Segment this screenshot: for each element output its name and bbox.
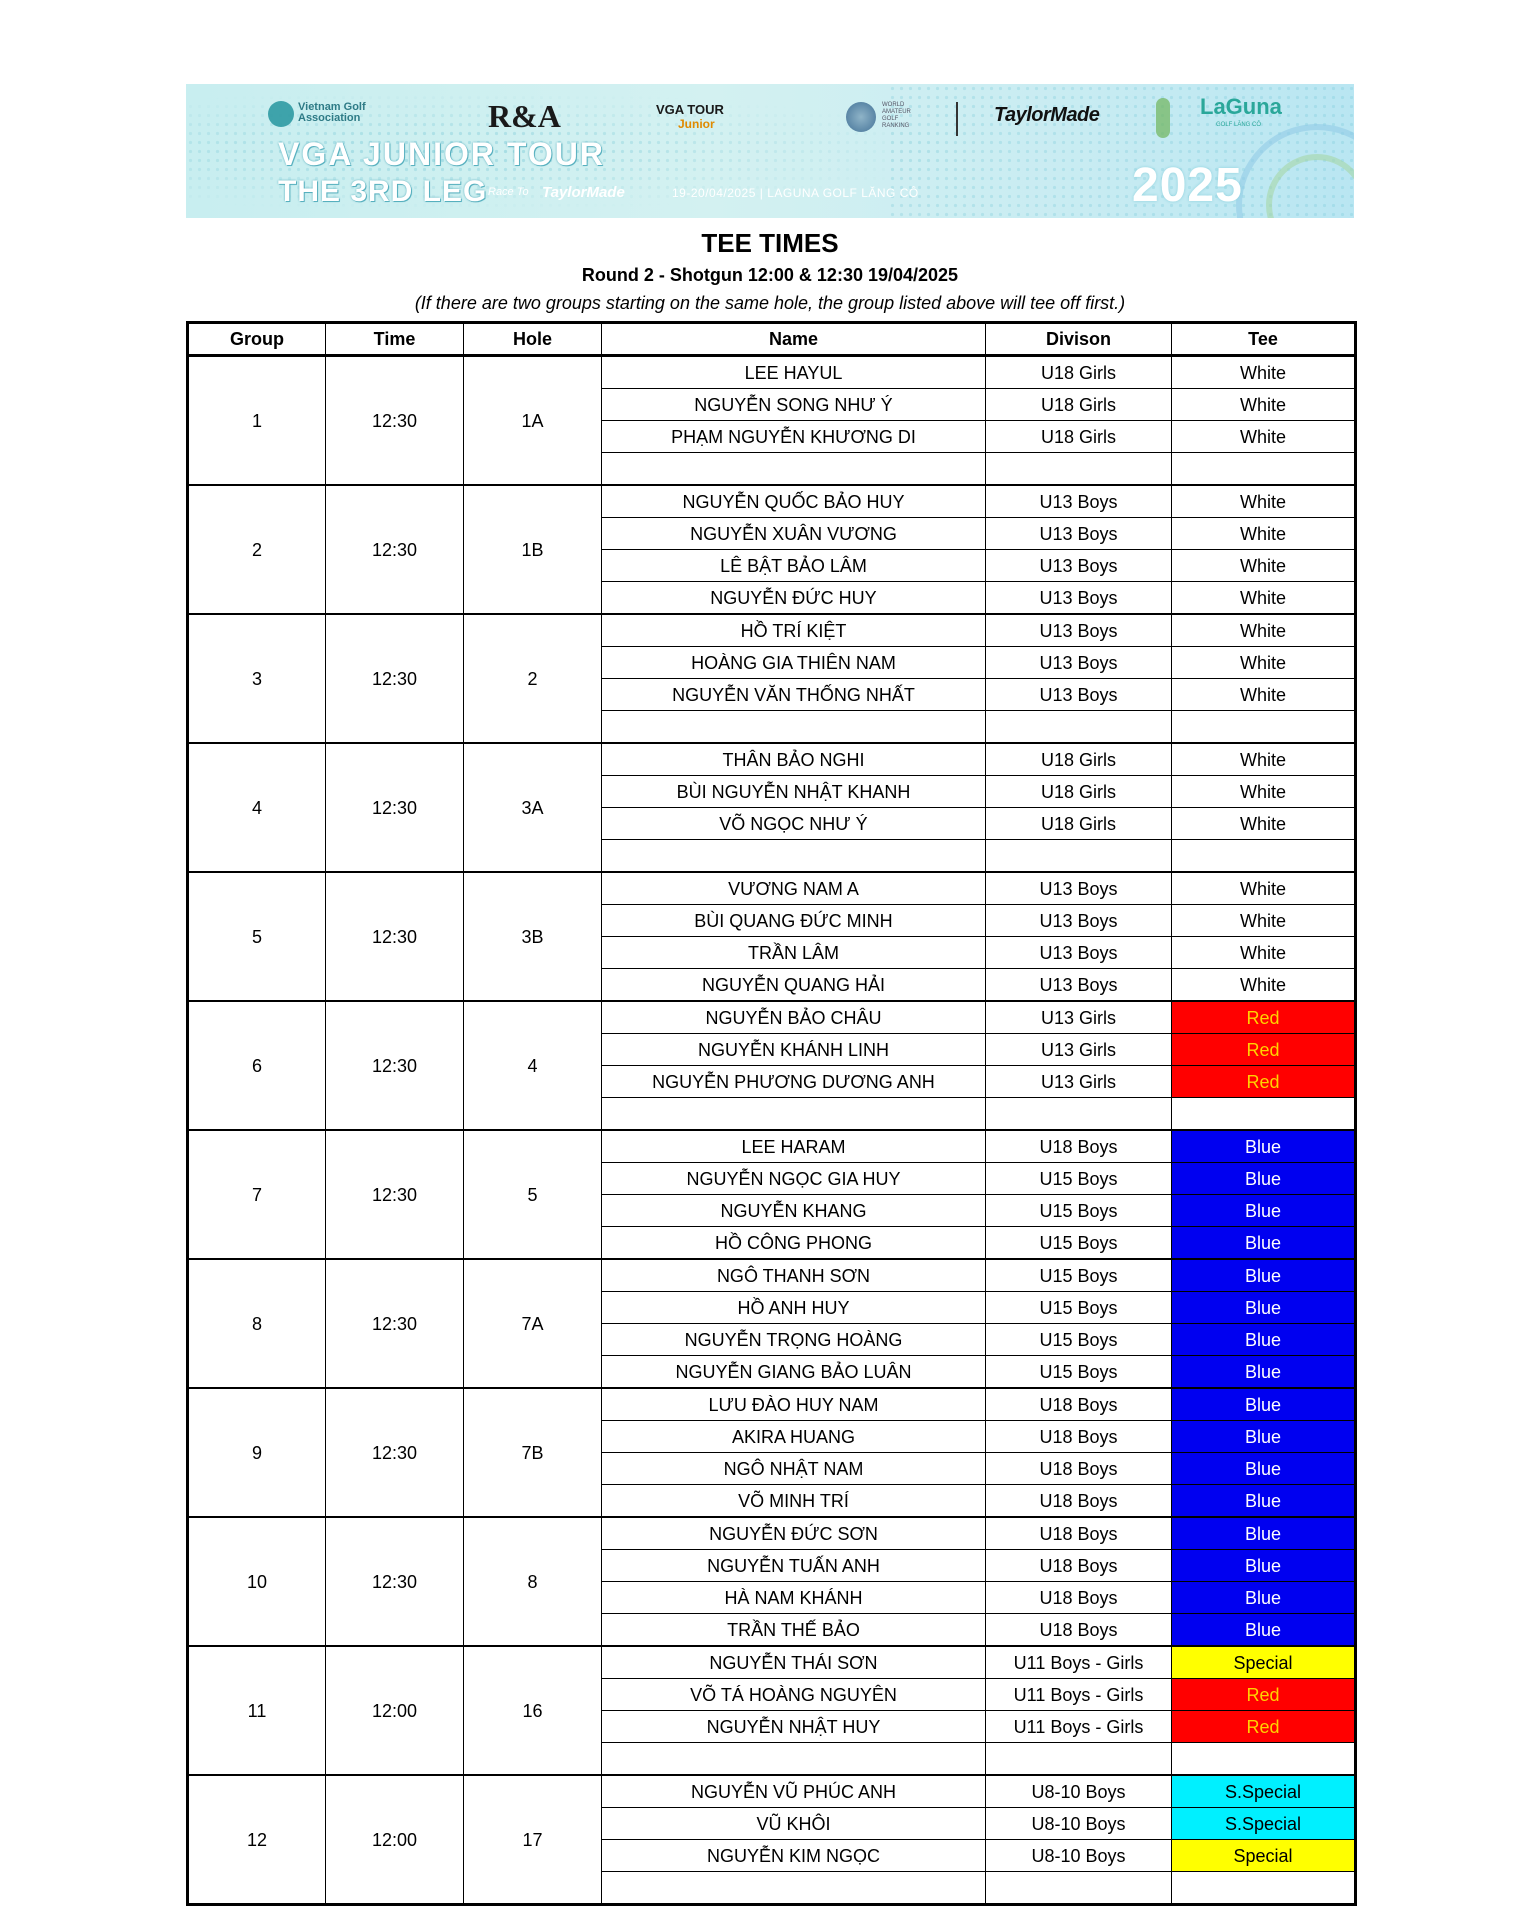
- player-name-cell: NGÔ THANH SƠN: [602, 1259, 986, 1292]
- column-header-time: Time: [326, 323, 464, 356]
- tee-color-cell: White: [1172, 550, 1356, 582]
- table-row: [188, 872, 1356, 905]
- tee-time-cell: 12:30: [326, 1259, 464, 1388]
- tee-color-cell: Blue: [1172, 1453, 1356, 1485]
- tee-color-cell: White: [1172, 421, 1356, 453]
- tee-time-cell: 12:30: [326, 356, 464, 486]
- tee-time-cell: 12:30: [326, 743, 464, 872]
- table-row: [188, 485, 1356, 518]
- group-number-cell: 3: [188, 614, 326, 743]
- tee-time-cell: 12:30: [326, 614, 464, 743]
- player-name-cell: NGUYỄN PHƯƠNG DƯƠNG ANH: [602, 1066, 986, 1098]
- division-cell: [986, 453, 1172, 486]
- vga-logo-icon: [268, 101, 294, 127]
- tee-color-cell: Blue: [1172, 1324, 1356, 1356]
- laguna-leaf-icon: [1156, 98, 1170, 138]
- player-name-cell: PHẠM NGUYỄN KHƯƠNG DI: [602, 421, 986, 453]
- division-cell: U11 Boys - Girls: [986, 1646, 1172, 1679]
- vga-tour-logo: VGA TOUR: [656, 102, 724, 117]
- player-name-cell: VŨ KHÔI: [602, 1808, 986, 1840]
- race-to-brand: TaylorMade: [542, 184, 625, 201]
- tee-color-cell: Blue: [1172, 1517, 1356, 1550]
- group-number-cell: 10: [188, 1517, 326, 1646]
- group-number-cell: 11: [188, 1646, 326, 1775]
- tee-color-cell: White: [1172, 776, 1356, 808]
- tee-color-cell: White: [1172, 679, 1356, 711]
- player-name-cell: VÕ NGỌC NHƯ Ý: [602, 808, 986, 840]
- group-number-cell: 12: [188, 1775, 326, 1905]
- tee-color-cell: White: [1172, 614, 1356, 647]
- player-name-cell: NGUYỄN KIM NGỌC: [602, 1840, 986, 1872]
- division-cell: U11 Boys - Girls: [986, 1711, 1172, 1743]
- vga-tour-junior-label: Junior: [678, 117, 715, 131]
- player-name-cell: NGUYỄN XUÂN VƯƠNG: [602, 518, 986, 550]
- division-cell: U13 Boys: [986, 872, 1172, 905]
- division-cell: U13 Girls: [986, 1001, 1172, 1034]
- division-cell: U18 Girls: [986, 808, 1172, 840]
- tee-color-cell: White: [1172, 872, 1356, 905]
- wagr-logo: WORLD AMATEUR GOLF RANKING: [882, 102, 911, 129]
- tee-color-cell: Blue: [1172, 1259, 1356, 1292]
- player-name-cell: NGUYỄN VĂN THỐNG NHẤT: [602, 679, 986, 711]
- table-body: [188, 356, 1356, 1905]
- division-cell: U18 Boys: [986, 1614, 1172, 1647]
- tee-time-cell: 12:30: [326, 1130, 464, 1259]
- group-number-cell: 4: [188, 743, 326, 872]
- player-name-cell: BÙI QUANG ĐỨC MINH: [602, 905, 986, 937]
- tee-color-cell: Blue: [1172, 1388, 1356, 1421]
- hole-cell: 5: [464, 1130, 602, 1259]
- division-cell: U8-10 Boys: [986, 1840, 1172, 1872]
- hole-cell: 1B: [464, 485, 602, 614]
- player-name-cell: LÊ BẬT BẢO LÂM: [602, 550, 986, 582]
- tee-color-cell: [1172, 1743, 1356, 1776]
- division-cell: U15 Boys: [986, 1195, 1172, 1227]
- division-cell: [986, 1743, 1172, 1776]
- taylormade-logo: TaylorMade: [994, 104, 1100, 126]
- hole-cell: 7A: [464, 1259, 602, 1388]
- event-dates: 19-20/04/2025 | LAGUNA GOLF LĂNG CÔ: [672, 186, 919, 200]
- division-cell: U18 Girls: [986, 389, 1172, 421]
- tee-color-cell: Blue: [1172, 1130, 1356, 1163]
- division-cell: U15 Boys: [986, 1227, 1172, 1260]
- tee-color-cell: Special: [1172, 1646, 1356, 1679]
- column-header-group: Group: [188, 323, 326, 356]
- column-header-tee: Tee: [1172, 323, 1356, 356]
- player-name-cell: NGUYỄN QUỐC BẢO HUY: [602, 485, 986, 518]
- round-subtitle: Round 2 - Shotgun 12:00 & 12:30 19/04/2025: [581, 265, 959, 285]
- tee-color-cell: Blue: [1172, 1195, 1356, 1227]
- division-cell: U15 Boys: [986, 1259, 1172, 1292]
- division-cell: U18 Girls: [986, 421, 1172, 453]
- player-name-cell: VÕ MINH TRÍ: [602, 1485, 986, 1518]
- division-cell: U18 Girls: [986, 356, 1172, 389]
- tee-color-cell: Blue: [1172, 1227, 1356, 1260]
- player-name-cell: NGUYỄN GIANG BẢO LUÂN: [602, 1356, 986, 1389]
- tee-color-cell: White: [1172, 485, 1356, 518]
- tee-color-cell: Blue: [1172, 1292, 1356, 1324]
- player-name-cell: NGUYỄN THÁI SƠN: [602, 1646, 986, 1679]
- group-number-cell: 7: [188, 1130, 326, 1259]
- player-name-cell: HÀ NAM KHÁNH: [602, 1582, 986, 1614]
- division-cell: U13 Boys: [986, 614, 1172, 647]
- column-header-name: Name: [602, 323, 986, 356]
- player-name-cell: NGUYỄN TUẤN ANH: [602, 1550, 986, 1582]
- table-row: [188, 1130, 1356, 1163]
- division-cell: U15 Boys: [986, 1324, 1172, 1356]
- page-title: TEE TIMES: [701, 228, 839, 258]
- group-number-cell: 6: [188, 1001, 326, 1130]
- column-header-division: Divison: [986, 323, 1172, 356]
- hole-cell: 17: [464, 1775, 602, 1905]
- tee-color-cell: White: [1172, 518, 1356, 550]
- tee-color-cell: Blue: [1172, 1421, 1356, 1453]
- player-name-cell: [602, 1098, 986, 1131]
- tee-color-cell: Red: [1172, 1679, 1356, 1711]
- tee-time-cell: 12:30: [326, 1001, 464, 1130]
- player-name-cell: TRẦN LÂM: [602, 937, 986, 969]
- tee-color-cell: White: [1172, 389, 1356, 421]
- hole-cell: 8: [464, 1517, 602, 1646]
- tee-color-cell: Red: [1172, 1001, 1356, 1034]
- tee-time-cell: 12:30: [326, 1388, 464, 1517]
- tee-time-cell: 12:30: [326, 485, 464, 614]
- ra-logo: R&A: [488, 98, 561, 134]
- tee-color-cell: [1172, 453, 1356, 486]
- division-cell: U18 Boys: [986, 1421, 1172, 1453]
- division-cell: U18 Boys: [986, 1130, 1172, 1163]
- player-name-cell: AKIRA HUANG: [602, 1421, 986, 1453]
- tee-time-cell: 12:30: [326, 1517, 464, 1646]
- tee-color-cell: Red: [1172, 1711, 1356, 1743]
- division-cell: U8-10 Boys: [986, 1808, 1172, 1840]
- table-row: [188, 1388, 1356, 1421]
- table-row: [188, 1646, 1356, 1679]
- player-name-cell: LEE HAYUL: [602, 356, 986, 389]
- division-cell: U13 Boys: [986, 679, 1172, 711]
- laguna-logo: LaGuna: [1200, 94, 1282, 119]
- tee-color-cell: White: [1172, 743, 1356, 776]
- tee-color-cell: Red: [1172, 1066, 1356, 1098]
- tee-color-cell: Blue: [1172, 1356, 1356, 1389]
- player-name-cell: NGUYỄN NHẬT HUY: [602, 1711, 986, 1743]
- player-name-cell: NGUYỄN NGỌC GIA HUY: [602, 1163, 986, 1195]
- player-name-cell: [602, 1872, 986, 1905]
- tee-color-cell: [1172, 840, 1356, 873]
- banner-title: VGA JUNIOR TOUR: [278, 136, 605, 172]
- tee-color-cell: Red: [1172, 1034, 1356, 1066]
- division-cell: U13 Boys: [986, 518, 1172, 550]
- player-name-cell: [602, 840, 986, 873]
- tee-times-table: [186, 321, 1357, 1906]
- division-cell: U18 Boys: [986, 1485, 1172, 1518]
- banner-leg: THE 3RD LEG: [278, 175, 488, 208]
- division-cell: U18 Girls: [986, 776, 1172, 808]
- player-name-cell: LƯU ĐÀO HUY NAM: [602, 1388, 986, 1421]
- division-cell: U18 Boys: [986, 1582, 1172, 1614]
- player-name-cell: THÂN BẢO NGHI: [602, 743, 986, 776]
- tee-time-cell: 12:00: [326, 1775, 464, 1905]
- player-name-cell: HOÀNG GIA THIÊN NAM: [602, 647, 986, 679]
- hole-cell: 7B: [464, 1388, 602, 1517]
- division-cell: [986, 1098, 1172, 1131]
- player-name-cell: [602, 453, 986, 486]
- hole-cell: 3A: [464, 743, 602, 872]
- banner-year: 2025: [1132, 159, 1243, 212]
- division-cell: U13 Boys: [986, 485, 1172, 518]
- player-name-cell: NGUYỄN VŨ PHÚC ANH: [602, 1775, 986, 1808]
- table-row: [188, 1775, 1356, 1808]
- hole-cell: 3B: [464, 872, 602, 1001]
- division-cell: U18 Boys: [986, 1517, 1172, 1550]
- division-cell: U18 Girls: [986, 743, 1172, 776]
- division-cell: U13 Boys: [986, 647, 1172, 679]
- table-header-row: [188, 323, 1356, 356]
- tee-color-cell: White: [1172, 905, 1356, 937]
- banner-divider: [956, 102, 958, 136]
- tee-color-cell: [1172, 711, 1356, 744]
- division-cell: U18 Boys: [986, 1453, 1172, 1485]
- player-name-cell: NGUYỄN ĐỨC SƠN: [602, 1517, 986, 1550]
- tee-color-cell: [1172, 1098, 1356, 1131]
- tee-color-cell: Blue: [1172, 1582, 1356, 1614]
- vga-logo: Vietnam Golf Association: [298, 101, 366, 124]
- player-name-cell: NGUYỄN TRỌNG HOÀNG: [602, 1324, 986, 1356]
- player-name-cell: NGUYỄN SONG NHƯ Ý: [602, 389, 986, 421]
- division-cell: [986, 1872, 1172, 1905]
- group-number-cell: 9: [188, 1388, 326, 1517]
- laguna-logo-sub: GOLF LĂNG CÔ: [1216, 122, 1262, 128]
- division-cell: U13 Boys: [986, 937, 1172, 969]
- tee-color-cell: White: [1172, 647, 1356, 679]
- tee-color-cell: White: [1172, 808, 1356, 840]
- division-cell: U18 Boys: [986, 1550, 1172, 1582]
- tee-color-cell: [1172, 1872, 1356, 1905]
- division-cell: U13 Boys: [986, 550, 1172, 582]
- division-cell: U15 Boys: [986, 1292, 1172, 1324]
- group-number-cell: 1: [188, 356, 326, 486]
- group-number-cell: 5: [188, 872, 326, 1001]
- division-cell: U15 Boys: [986, 1163, 1172, 1195]
- player-name-cell: NGUYỄN BẢO CHÂU: [602, 1001, 986, 1034]
- division-cell: U13 Boys: [986, 969, 1172, 1002]
- race-to-label: Race To: [488, 186, 529, 198]
- division-cell: U15 Boys: [986, 1356, 1172, 1389]
- division-cell: U18 Boys: [986, 1388, 1172, 1421]
- hole-cell: 4: [464, 1001, 602, 1130]
- tee-color-cell: White: [1172, 582, 1356, 615]
- player-name-cell: TRẦN THẾ BẢO: [602, 1614, 986, 1647]
- tee-color-cell: White: [1172, 969, 1356, 1002]
- event-banner: [186, 84, 1354, 218]
- division-cell: U13 Girls: [986, 1066, 1172, 1098]
- player-name-cell: HỒ ANH HUY: [602, 1292, 986, 1324]
- tee-color-cell: S.Special: [1172, 1808, 1356, 1840]
- player-name-cell: LEE HARAM: [602, 1130, 986, 1163]
- player-name-cell: HỒ TRÍ KIỆT: [602, 614, 986, 647]
- table-row: [188, 1517, 1356, 1550]
- table-row: [188, 1259, 1356, 1292]
- tee-color-cell: Blue: [1172, 1550, 1356, 1582]
- group-number-cell: 2: [188, 485, 326, 614]
- division-cell: U13 Girls: [986, 1034, 1172, 1066]
- tee-order-note: (If there are two groups starting on the same hole, the group listed above will tee off first.): [414, 293, 1126, 313]
- tee-color-cell: White: [1172, 356, 1356, 389]
- division-cell: U13 Boys: [986, 905, 1172, 937]
- division-cell: U13 Boys: [986, 582, 1172, 615]
- hole-cell: 16: [464, 1646, 602, 1775]
- hole-cell: 2: [464, 614, 602, 743]
- group-number-cell: 8: [188, 1259, 326, 1388]
- wagr-logo-icon: [846, 102, 876, 132]
- table-row: [188, 614, 1356, 647]
- player-name-cell: VÕ TÁ HOÀNG NGUYÊN: [602, 1679, 986, 1711]
- tee-color-cell: Blue: [1172, 1163, 1356, 1195]
- column-header-hole: Hole: [464, 323, 602, 356]
- table-row: [188, 356, 1356, 389]
- tee-color-cell: White: [1172, 937, 1356, 969]
- player-name-cell: NGUYỄN QUANG HẢI: [602, 969, 986, 1002]
- player-name-cell: HỒ CÔNG PHONG: [602, 1227, 986, 1260]
- player-name-cell: [602, 711, 986, 744]
- tee-color-cell: Blue: [1172, 1485, 1356, 1518]
- player-name-cell: BÙI NGUYỄN NHẬT KHANH: [602, 776, 986, 808]
- division-cell: [986, 840, 1172, 873]
- tee-color-cell: Blue: [1172, 1614, 1356, 1647]
- division-cell: U11 Boys - Girls: [986, 1679, 1172, 1711]
- player-name-cell: VƯƠNG NAM A: [602, 872, 986, 905]
- player-name-cell: [602, 1743, 986, 1776]
- player-name-cell: NGUYỄN KHÁNH LINH: [602, 1034, 986, 1066]
- division-cell: [986, 711, 1172, 744]
- hole-cell: 1A: [464, 356, 602, 486]
- player-name-cell: NGUYỄN KHANG: [602, 1195, 986, 1227]
- tee-time-cell: 12:30: [326, 872, 464, 1001]
- division-cell: U8-10 Boys: [986, 1775, 1172, 1808]
- tee-color-cell: S.Special: [1172, 1775, 1356, 1808]
- table-row: [188, 1001, 1356, 1034]
- tee-time-cell: 12:00: [326, 1646, 464, 1775]
- table-row: [188, 743, 1356, 776]
- player-name-cell: NGÔ NHẬT NAM: [602, 1453, 986, 1485]
- player-name-cell: NGUYỄN ĐỨC HUY: [602, 582, 986, 615]
- tee-color-cell: Special: [1172, 1840, 1356, 1872]
